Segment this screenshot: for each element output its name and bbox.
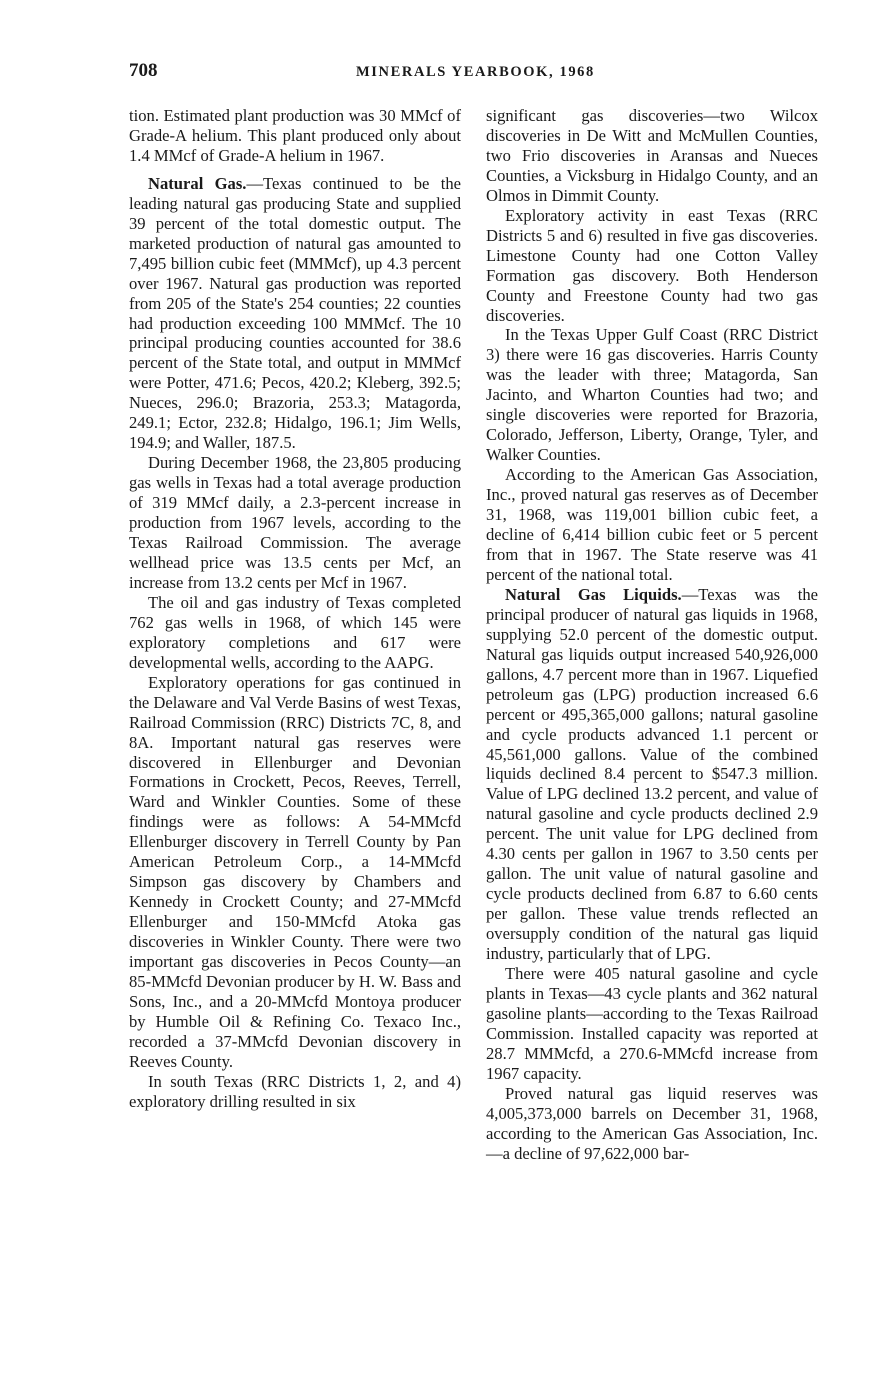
running-head: MINERALS YEARBOOK, 1968 [356, 64, 595, 80]
paragraph-gas-reserves: According to the American Gas Association, Inc., proved natural gas reserves as of December 31, 1968, was 119,001 billion cubic feet, a decline of 6,414 billion cubic feet or 5 percent from that in 1967. The State reserve was 41 percent of the national total. [486, 465, 818, 584]
paragraph-december-production: During December 1968, the 23,805 producing gas wells in Texas had a total average production of 319 MMcf daily, a 2.3-percent increase in production from 1967 levels, according to the Texas Railroad Commission. The average wellhead price was 13.5 cents per Mcf, an increase from 13.2 cents per Mcf in 1967. [129, 453, 461, 592]
paragraph-natural-gas-liquids-text: —Texas was the principal producer of natural gas liquids in 1968, supplying 52.0 percent of the domestic output. Natural gas liquids output increased 540,926,000 gallons, 4.7 percent more than in 1967. Liquefied petroleum gas (LPG) production increased 6.6 percent or 495,365,000 gallons; natural gasoline and cycle products advanced 1.1 percent or 45,561,000 gallons. Value of the combined liquids declined 8.4 percent to $547.3 million. Value of LPG declined 13.2 percent, and value of natural gasoline and cycle products declined 2.9 percent. The unit value for LPG declined from 4.30 cents per gallon in 1967 to 3.50 cents per gallon. The unit value of natural gasoline and cycle products declined from 6.87 to 6.60 cents per gallon. These value trends reflected an oversupply condition of the natural gas liquid industry, particularly that of LPG. [486, 584, 818, 964]
paragraph-gas-wells-completed: The oil and gas industry of Texas completed 762 gas wells in 1968, of which 145 were exploratory completions and 617 were developmental wells, according to the AAPG. [129, 592, 461, 672]
paragraph-upper-gulf-coast: In the Texas Upper Gulf Coast (RRC District 3) there were 16 gas discoveries. Harris County was the leader with three; Matagorda, San Jacinto, and Wharton Counties had two; and single discoveries were reported for Brazoria, Colorado, Jefferson, Liberty, Orange, Tyler, and Walker Counties. [486, 325, 818, 465]
section-heading-natural-gas: Natural Gas. [148, 173, 247, 193]
right-column [486, 106, 818, 1164]
paragraph-natural-gas-liquids [486, 585, 818, 964]
page-number: 708 [129, 60, 158, 81]
paragraph-gasoline-plants: There were 405 natural gasoline and cycle plants in Texas—43 cycle plants and 362 natural gasoline plants—according to the Texas Railroad Commission. Installed capacity was reported at 28.7 MMMcfd, a 270.6-MMcfd increase from 1967 capacity. [486, 963, 818, 1083]
paragraph-south-texas: In south Texas (RRC Districts 1, 2, and 4) exploratory drilling resulted in six [129, 1071, 461, 1111]
section-heading-natural-gas-liquids: Natural Gas Liquids. [505, 584, 682, 604]
left-column [129, 106, 461, 1112]
paragraph-liquid-reserves: Proved natural gas liquid reserves was 4,005,373,000 barrels on December 31, 1968, according to the American Gas Association, Inc.—a decline of 97,622,000 bar- [486, 1083, 818, 1163]
paragraph-natural-gas [129, 174, 461, 453]
paragraph-south-texas-continued: significant gas discoveries—two Wilcox discoveries in De Witt and McMullen Counties, two Frio discoveries in Aransas and Nueces Counties, a Vicksburg in Hidalgo County, and an Olmos in Dimmit County. [486, 106, 818, 205]
paragraph-helium-continued: tion. Estimated plant production was 30 MMcf of Grade-A helium. This plant produced only about 1.4 MMcf of Grade-A helium in 1967. [129, 106, 461, 165]
paragraph-natural-gas-text: —Texas continued to be the leading natural gas producing State and supplied 39 percent of the total domestic output. The marketed production of natural gas amounted to 7,495 billion cubic feet (MMMcf), up 4.3 percent over 1967. Natural gas production was reported from 205 of the State's 254 counties; 22 counties had production exceeding 100 MMMcf. The 10 principal producing counties accounted for 38.6 percent of the State total, and output in MMMcf were Potter, 471.6; Pecos, 420.2; Kleberg, 392.5; Nueces, 296.0; Brazoria, 253.3; Matagorda, 249.1; Ector, 232.8; Hidalgo, 196.1; Jim Wells, 194.9; and Waller, 187.5. [129, 173, 462, 453]
paragraph-east-texas: Exploratory activity in east Texas (RRC Districts 5 and 6) resulted in five gas discoveries. Limestone County had one Cotton Valley Formation gas discovery. Both Henderson County and Freestone County had two gas discoveries. [486, 205, 818, 325]
paragraph-exploratory-west-texas: Exploratory operations for gas continued in the Delaware and Val Verde Basins of west Texas, Railroad Commission (RRC) Districts 7C, 8, and 8A. Important natural gas reserves were discovered in Ellenburger and Devonian Formations in Crockett, Pecos, Reeves, Terrell, Ward and Winkler Counties. Some of these findings were as follows: A 54-MMcfd Ellenburger discovery in Terrell County by Pan American Petroleum Corp., a 14-MMcfd Simpson gas discovery by Chambers and Kennedy in Crockett County; and 27-MMcfd Ellenburger and 150-MMcfd Atoka gas discoveries in Winkler County. There were two important gas discoveries in Pecos County—an 85-MMcfd Devonian producer by H. W. Bass and Sons, Inc., and a 20-MMcfd Montoya producer by Humble Oil & Refining Co. Texaco Inc., recorded a 37-MMcfd Devonian discovery in Reeves County. [129, 672, 462, 1071]
